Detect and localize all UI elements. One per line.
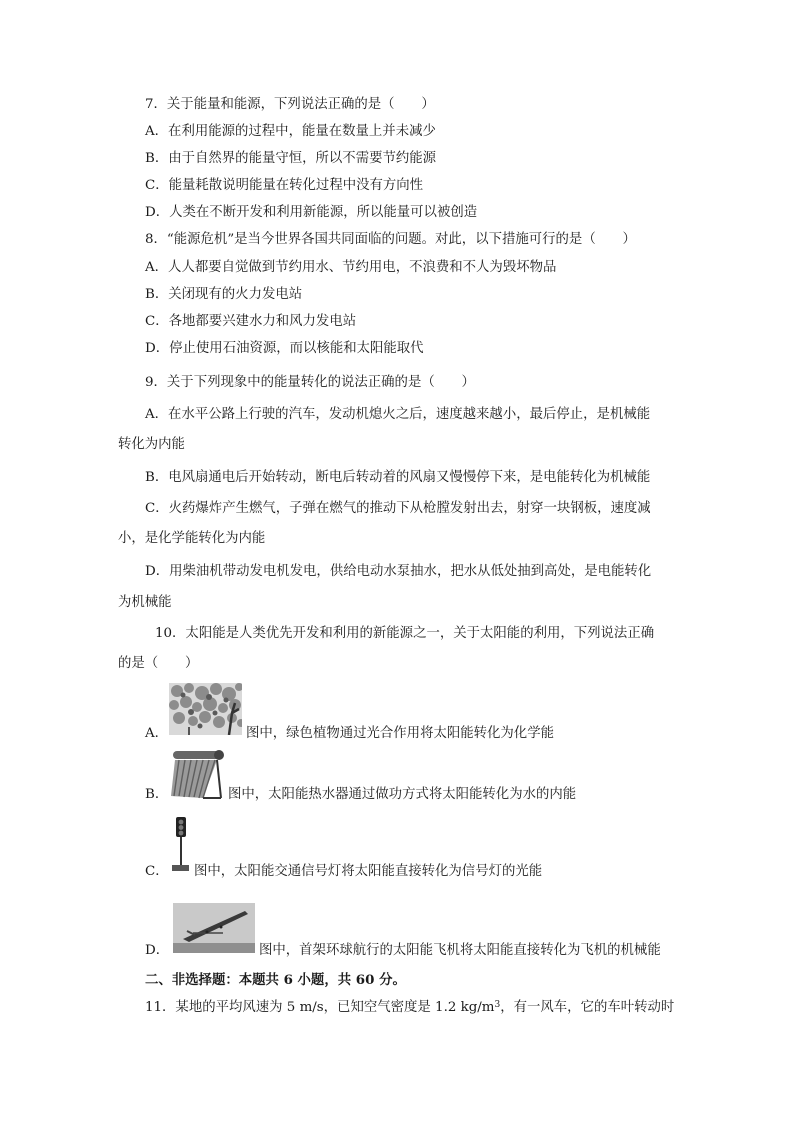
q10-stem: 10．太阳能是人类优先开发和利用的新能源之一，关于太阳能的利用，下列说法正确 (155, 626, 655, 641)
q9-option-d: D．用柴油机带动发电机发电，供给电动水泵抽水，把水从低处抽到高处，是电能转化 (145, 564, 652, 579)
q9-option-a-cont: 转化为内能 (118, 437, 185, 452)
q8-option-d: D．停止使用石油资源，而以核能和太阳能取代 (145, 341, 424, 356)
q8-option-c: C．各地都要兴建水力和风力发电站 (145, 314, 357, 329)
q11-stem-end: ，有一风车，它的车叶转动时 (500, 1000, 675, 1015)
q10-option-b-text: 图中，太阳能热水器通过做功方式将太阳能转化为水的内能 (228, 787, 577, 802)
q7-option-d: D．人类在不断开发和利用新能源，所以能量可以被创造 (145, 205, 478, 220)
q10-option-a-label: A． (145, 726, 169, 741)
q10-option-d-label: D． (145, 943, 170, 958)
q10-option-c-text: 图中，太阳能交通信号灯将太阳能直接转化为信号灯的光能 (194, 864, 543, 879)
q11-unit-superscript: 3 (494, 1000, 501, 1010)
q9-option-c-cont: 小，是化学能转化为内能 (118, 531, 266, 546)
q10-stem-cont: 的是（ ） (118, 656, 199, 671)
q9-option-d-cont: 为机械能 (118, 595, 172, 610)
section-2-title: 二、非选择题：本题共 6 小题，共 60 分。 (145, 972, 406, 988)
q10-option-d-text: 图中，首架环球航行的太阳能飞机将太阳能直接转化为飞机的机械能 (259, 943, 661, 958)
solar-water-heater-image (169, 748, 225, 803)
q11-stem-start: 11．某地的平均风速为 5 m/s，已知空气密度是 1.2 kg/m (145, 1000, 495, 1015)
q9-option-b: B．电风扇通电后开始转动，断电后转动着的风扇又慢慢停下来，是电能转化为机械能 (145, 470, 651, 485)
solar-airplane-image (173, 903, 255, 953)
q9-stem: 9．关于下列现象中的能量转化的说法正确的是（ ） (145, 375, 475, 390)
q7-option-a: A．在利用能源的过程中，能量在数量上并未减少 (145, 124, 436, 139)
q8-option-a: A．人人都要自觉做到节约用水、节约用电，不浪费和不人为毁坏物品 (145, 260, 557, 275)
tree-leaves-image (169, 683, 242, 735)
q9-option-c: C．火药爆炸产生燃气，子弹在燃气的推动下从枪膛发射出去，射穿一块钢板，速度减 (145, 501, 651, 516)
q11-stem (145, 999, 674, 1017)
traffic-light-image (171, 815, 190, 873)
q10-option-c-label: C． (145, 864, 169, 879)
q10-option-b-label: B． (145, 787, 169, 802)
q9-option-a: A．在水平公路上行驶的汽车，发动机熄火之后，速度越来越小，最后停止，是机械能 (145, 407, 651, 422)
q7-option-b: B．由于自然界的能量守恒，所以不需要节约能源 (145, 151, 437, 166)
q10-option-a-text: 图中，绿色植物通过光合作用将太阳能转化为化学能 (246, 726, 554, 741)
q7-stem: 7．关于能量和能源，下列说法正确的是（ ） (145, 97, 435, 112)
q8-stem: 8．“能源危机”是当今世界各国共同面临的问题。对此，以下措施可行的是（ ） (145, 232, 636, 247)
q7-option-c: C．能量耗散说明能量在转化过程中没有方向性 (145, 178, 424, 193)
q8-option-b: B．关闭现有的火力发电站 (145, 287, 303, 302)
